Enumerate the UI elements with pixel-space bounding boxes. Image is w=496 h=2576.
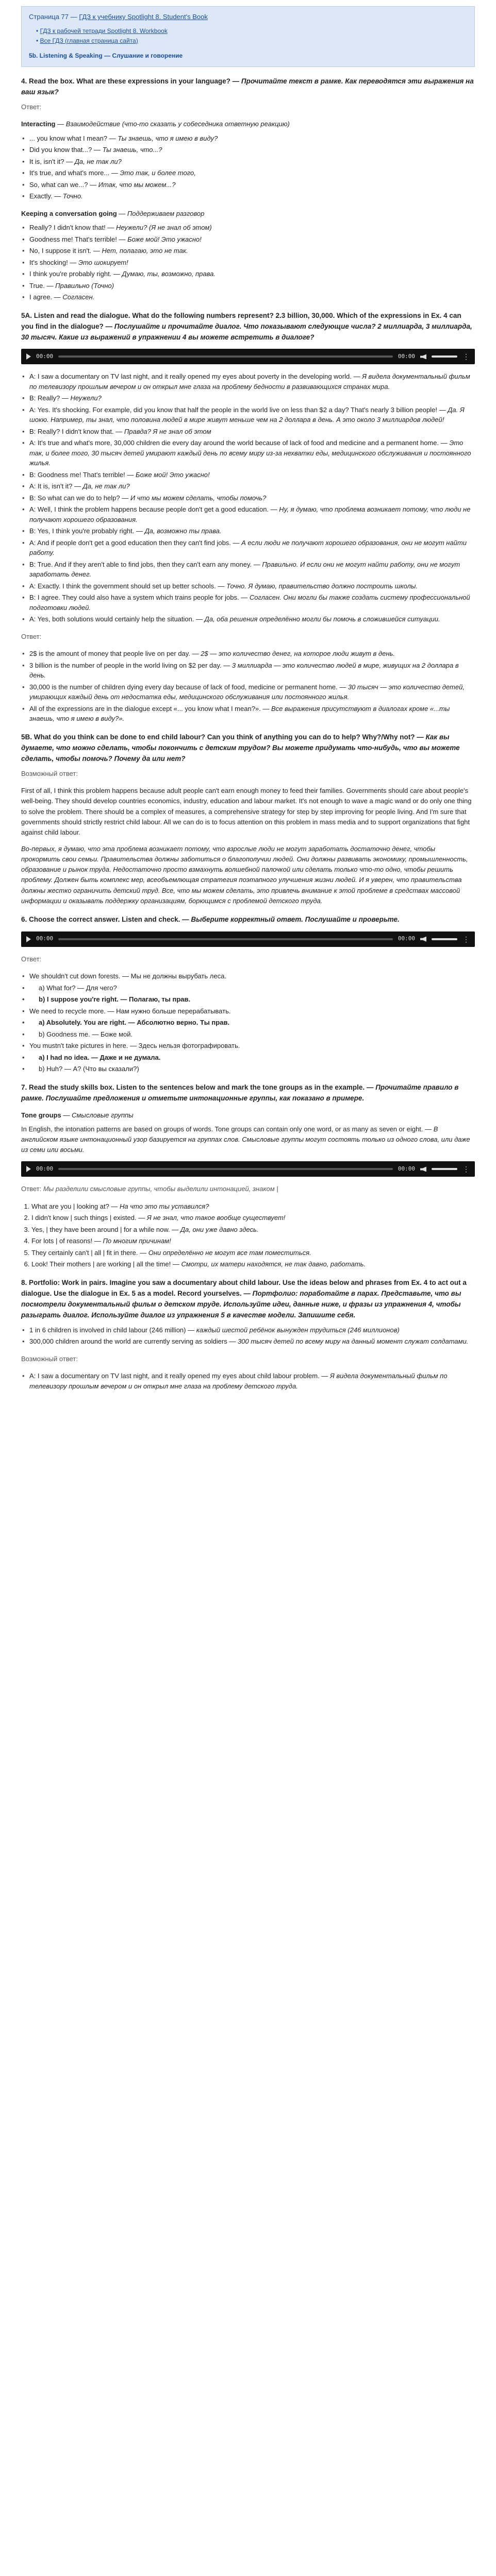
task7-title-en: 7. Read the study skills box. Listen to the sentences below and mark the tone groups as in the example. <box>21 1083 365 1091</box>
list-item: • We need to recycle more. — Нам нужно больше перерабатывать. <box>21 1006 475 1016</box>
audio-player-5a <box>21 349 475 364</box>
keeping-list <box>21 223 475 302</box>
task5a-title <box>21 311 475 343</box>
volume-icon[interactable] <box>420 937 426 942</box>
task7-answer-label <box>21 1184 475 1194</box>
home-link[interactable]: Все ГДЗ (главная страница сайта) <box>40 37 138 44</box>
list-item: • b) Huh? — А? (Что вы сказали?) <box>21 1064 475 1074</box>
task5a-title-en: 5A. Listen and read the dialogue. What do the following numbers represent? 2.3 billion, 30,000. Which of the expressions in Ex. 4 can you find in the dialogue? <box>21 311 461 330</box>
list-item: • Did you know that...? — Ты знаешь, что...? <box>21 145 475 155</box>
audio-player-6 <box>21 931 475 947</box>
dialogue-line: • A: Well, I think the problem happens because people don't get a good education. — Ну, я думаю, что проблема возникает потому, что люди не получают хорошего образования. <box>21 504 475 524</box>
nav-title <box>29 12 467 22</box>
task6-title-ru: — Выберите корректный ответ. Послушайте и проверьте. <box>182 915 400 923</box>
tone-en: Tone groups <box>21 1111 61 1119</box>
interacting-ru: — Взаимодействие (что-то сказать у собеседника ответную реакцию) <box>57 120 290 128</box>
nav-item <box>36 26 467 36</box>
dialogue-line: • A: And if people don't get a good education then they can't find jobs. — А если люди не получают хорошего образования, они не могут найти работу. <box>21 538 475 558</box>
list-item: • It's shocking! — Это шокирует! <box>21 258 475 268</box>
interacting-title <box>21 119 475 129</box>
task5b-possible-label: Возможный ответ: <box>21 769 78 777</box>
list-item: 4. For lots | of reasons! — По многим причинам! <box>31 1236 475 1246</box>
task5b-para-en: First of all, I think this problem happens because adult people can't earn enough money to feed their families. Governments should care about people's well-being. They should develop countries economics, industry, education and labour market. It's not enough to wave a magic wand or do only one thing to solve the problem. There should be a complex of measures, a comprehensive strategy for step by step improving for people living. And I'm sure that governments should strictly restrict child labour. All we can do is to focus attention on this problem in mass media and to support organizations that fight against child labour. <box>21 787 472 836</box>
list-item: • You mustn't take pictures in here. — Здесь нельзя фотографировать. <box>21 1041 475 1051</box>
tone-title <box>21 1110 475 1121</box>
list-item: • True. — Правильно (Точно) <box>21 281 475 291</box>
interacting-list <box>21 133 475 201</box>
task7-title <box>21 1082 475 1104</box>
nav-list <box>29 26 467 46</box>
list-item: • A: I saw a documentary on TV last night, and it really opened my eyes about child labour problem. — Я видела документальный фильм по телевизору прошлым вечером и он открыл мне глаза на проблему детского труда. <box>21 1371 475 1391</box>
page-sep: — <box>69 13 79 21</box>
task5b-title-ru: — Как вы думаете, что можно сделать, чтобы покончить с детским трудом? Вы можете придумать что-нибудь, что вы можете сделать, чтобы помочь? Почему да или нет? <box>21 733 460 762</box>
list-item: • I agree. — Согласен. <box>21 292 475 302</box>
dialogue-line: • B: So what can we do to help? — И что мы можем сделать, чтобы помочь? <box>21 493 475 503</box>
list-item: • 30,000 is the number of children dying every day because of lack of food, medicine or permanent home. — 30 тысяч — это количество детей, умирающих каждый день от недостатка еды, медицинского обслуживания или постоянного жилья. <box>21 682 475 702</box>
list-item: • We shouldn't cut down forests. — Мы не должны вырубать леса. <box>21 971 475 981</box>
list-item: • a) What for? — Для чего? <box>21 983 475 993</box>
task5b-para-ru: Во-первых, я думаю, что эта проблема возникает потому, что взрослые люди не могут заработать достаточно денег, чтобы прокормить свои семьи. Правительства должны заботиться о благополучии людей. Они должны развивать экономику, промышленность, образование и рынок труда. Недостаточно просто взмахнуть волшебной палочкой или сделать только что-то одно, чтобы решить проблему. Должен быть комплекс мер, всеобъемлющая стратегия поэтапного улучшения жизни людей. И я уверен, что правительства должны жестко ограничить детский труд. Все, что мы можем сделать, это привлечь внимание к этой проблеме в средствах массовой информации и оказывать поддержку организациям, борющимся с проблемой детского труда. <box>21 844 468 905</box>
task6-title-en: 6. Choose the correct answer. Listen and check. <box>21 915 180 923</box>
workbook-link[interactable]: ГДЗ к рабочей тетради Spotlight 8. Workbook <box>40 27 168 35</box>
volume-slider[interactable] <box>432 938 457 940</box>
list-item: • No, I suppose it isn't. — Нет, полагаю, это не так. <box>21 246 475 256</box>
task8-possible-label: Возможный ответ: <box>21 1354 78 1363</box>
list-item: • b) I suppose you're right. — Полагаю, ты прав. <box>21 994 475 1005</box>
page-label: Страница 77 <box>29 13 69 21</box>
keeping-title <box>21 209 475 219</box>
list-item: • It is, isn't it? — Да, не так ли? <box>21 157 475 167</box>
task6-list <box>21 971 475 1074</box>
task6-answer-label: Ответ: <box>21 955 42 963</box>
task7-list <box>21 1201 475 1269</box>
task4-title-ru: — Прочитайте текст в рамке. Как переводятся эти выражения на ваш язык? <box>21 77 474 96</box>
task4-answer-label: Ответ: <box>21 103 42 111</box>
dialogue-line: • B: I agree. They could also have a system which trains people for jobs. — Согласен. Они могли бы также создать систему профессиональной подготовки людей. <box>21 592 475 613</box>
list-item: • 1 in 6 children is involved in child labour (246 million) — каждый шестой ребёнок вынужден трудиться (246 миллионов) <box>21 1325 475 1335</box>
tone-text-ru: — В английском языке интонационный узор базируется на группах слов. Смысловые группы могут состоять только из одного слова, или даже из семи или восьми. <box>21 1125 470 1154</box>
play-icon[interactable] <box>26 936 31 942</box>
list-item: • a) Absolutely. You are right. — Абсолютно верно. Ты прав. <box>21 1018 475 1028</box>
task7-answer-note: Мы разделили смысловые группы, чтобы выделили интонацией, знаком | <box>43 1185 278 1193</box>
volume-icon[interactable] <box>420 354 426 359</box>
list-item: • ... you know what I mean? — Ты знаешь, что я имею в виду? <box>21 133 475 144</box>
list-item: 5. They certainly can't | all | fit in there. — Они определённо не могут все там поместиться. <box>31 1248 475 1258</box>
time-end: 00:00 <box>398 935 415 942</box>
task5a-answer-list <box>21 649 475 724</box>
dialogue-line: • A: I saw a documentary on TV last night, and it really opened my eyes about poverty in the developing world. — Я видела документальный фильм по телевизору прошлым вечером и он открыл мне глаза на проблему бедности в развивающихся странах мира. <box>21 371 475 392</box>
list-item: • So, what can we...? — Итак, что мы можем...? <box>21 180 475 190</box>
task8-title-en: 8. Portfolio: Work in pairs. Imagine you saw a documentary about child labour. Use the ideas below and phrases from Ex. 4 to act out a dialogue. Use the dialogue in Ex. 5 as a model. Record yourselves. <box>21 1278 467 1297</box>
dialogue-line: • B: Goodness me! That's terrible! — Боже мой! Это ужасно! <box>21 470 475 480</box>
time-start: 00:00 <box>36 353 54 360</box>
progress-track[interactable] <box>58 938 393 940</box>
list-item: • b) Goodness me. — Боже мой. <box>21 1029 475 1040</box>
list-item: • It's true, and what's more... — Это так, и более того, <box>21 168 475 178</box>
tone-ru: — Смысловые группы <box>63 1111 134 1119</box>
task5a-title-ru: — Послушайте и прочитайте диалог. Что показывают следующие числа? 2 миллиарда, 3 миллиарда, 30 тысяч. Какие из выражений в упражнении 4 вы можете встретить в диалоге? <box>21 322 472 341</box>
dialogue-line: • B: Yes, I think you're probably right. — Да, возможно ты права. <box>21 526 475 536</box>
list-item: • Really? I didn't know that! — Неужели? (Я не знал об этом) <box>21 223 475 233</box>
volume-slider[interactable] <box>432 355 457 358</box>
time-start: 00:00 <box>36 1165 54 1173</box>
task5b-title <box>21 732 475 765</box>
list-item: • 2$ is the amount of money that people live on per day. — 2$ — это количество денег, на которое люди живут в день. <box>21 649 475 659</box>
time-start: 00:00 <box>36 935 54 942</box>
play-icon[interactable] <box>26 353 31 360</box>
dialogue-line: • B: Really? I didn't know that. — Правда? Я не знал об этом <box>21 427 475 437</box>
content <box>21 0 475 1391</box>
more-options-icon[interactable]: ⋮ <box>462 935 470 943</box>
keeping-en: Keeping a conversation going <box>21 209 117 217</box>
task6-title <box>21 914 475 925</box>
progress-track[interactable] <box>58 1168 393 1170</box>
task8-title-ru: — Портфолио: поработайте в парах. Представьте, что вы посмотрели документальный фильм о детском труде. Используйте идеи, данные ниже, и фразы из упражнения 4, чтобы разыграть диалог. Используйте диалог из упражнения 5 в качестве модели. Запишите себя. <box>21 1289 461 1319</box>
list-item: • Exactly. — Точно. <box>21 191 475 201</box>
list-item: • 3 billion is the number of people in the world living on $2 per day. — 3 миллиарда — это количество людей в мире, живущих на 2 доллара в день. <box>21 660 475 681</box>
task5b-title-en: 5B. What do you think can be done to end child labour? Can you think of anything you can do to help? Why?/Why not? <box>21 733 415 741</box>
list-item: 6. Look! Their mothers | are working | all the time! — Смотри, их матери находятся, не так давно, работать. <box>31 1259 475 1269</box>
dialogue-line: • A: Yes. It's shocking. For example, did you know that half the people in the world live on less than $2 a day? That's nearly 3 billion people! — Да. Я шокю. Например, ты знал, что половина людей в мире живут меньше чем на 2 доллара в день. А это около 3 миллиардов людей! <box>21 405 475 425</box>
tone-text-en: In English, the intonation patterns are based on groups of words. Tone groups can contain only one word, or as many as seven or eight. <box>21 1125 423 1133</box>
task5a-answer-label: Ответ: <box>21 632 42 640</box>
nav-box <box>21 6 475 67</box>
task4-title <box>21 76 475 98</box>
list-item: • Goodness me! That's terrible! — Боже мой! Это ужасно! <box>21 234 475 245</box>
task4-title-en: 4. Read the box. What are these expressions in your language? <box>21 77 230 85</box>
interacting-en: Interacting <box>21 120 56 128</box>
list-item: • I think you're probably right. — Думаю, ты, возможно, права. <box>21 269 475 279</box>
list-item: • 300,000 children around the world are currently serving as soldiers — 300 тысяч детей по всему миру на данный момент служат солдатами. <box>21 1336 475 1347</box>
volume-slider[interactable] <box>432 1168 457 1170</box>
dialogue-line: • A: It is, isn't it? — Да, не так ли? <box>21 481 475 492</box>
more-options-icon[interactable]: ⋮ <box>462 1165 470 1174</box>
task7-answer-text: Ответ: <box>21 1185 42 1193</box>
task8-answer <box>21 1371 475 1391</box>
progress-track[interactable] <box>58 355 393 358</box>
task7-title-ru: — Прочитайте правило в рамке. Послушайте предложения и отметьте интонационные группы, как показано в примере. <box>21 1083 459 1102</box>
play-icon[interactable] <box>26 1166 31 1172</box>
task8-ideas <box>21 1325 475 1347</box>
nav-item <box>36 36 467 46</box>
task8-title <box>21 1278 475 1321</box>
dialogue-line: • A: Exactly. I think the government should set up better schools. — Точно. Я думаю, правительство должно построить школы. <box>21 581 475 591</box>
keeping-ru: — Поддерживаем разговор <box>119 209 205 217</box>
dialogue-line: • A: It's true and what's more, 30,000 children die every day around the world because of lack of food and medicine and a permanent home. — Это так, и более того, 30 тысяч детей умирают каждый день по всему миру из-за нехватки еды, медицинского обслуживания и постоянного жилья. <box>21 438 475 468</box>
textbook-link[interactable]: ГДЗ к учебнику Spotlight 8. Student's Book <box>79 13 208 21</box>
volume-icon[interactable] <box>420 1166 426 1172</box>
list-item: • a) I had no idea. — Даже и не думала. <box>21 1053 475 1063</box>
current-section: 5b. Listening & Speaking — Слушание и говорение <box>29 52 183 59</box>
dialogue-line: • A: Yes, both solutions would certainly help the situation. — Да, оба решения определённо могли бы помочь в сложившейся ситуации. <box>21 614 475 624</box>
tone-text <box>21 1124 475 1155</box>
dialogue-list <box>21 371 475 624</box>
time-end: 00:00 <box>398 1165 415 1173</box>
audio-player-7 <box>21 1161 475 1177</box>
dialogue-line: • B: Really? — Неужели? <box>21 393 475 403</box>
list-item: 3. Yes, | they have been around | for a while now. — Да, они уже давно здесь. <box>31 1225 475 1235</box>
list-item: 2. I didn't know | such things | existed. — Я не знал, что такое вообще существует! <box>31 1213 475 1223</box>
time-end: 00:00 <box>398 353 415 360</box>
list-item: 1. What are you | looking at? — На что это ты уставился? <box>31 1201 475 1212</box>
dialogue-line: • B: True. And if they aren't able to find jobs, then they can't earn any money. — Правильно. И если они не могут найти работу, они не могут заработать денег. <box>21 560 475 580</box>
more-options-icon[interactable]: ⋮ <box>462 352 470 361</box>
list-item: • All of the expressions are in the dialogue except «... you know what I mean?». — Все выражения присутствуют в диалогах кроме «...ты знаешь, что я имею в виду?». <box>21 704 475 724</box>
